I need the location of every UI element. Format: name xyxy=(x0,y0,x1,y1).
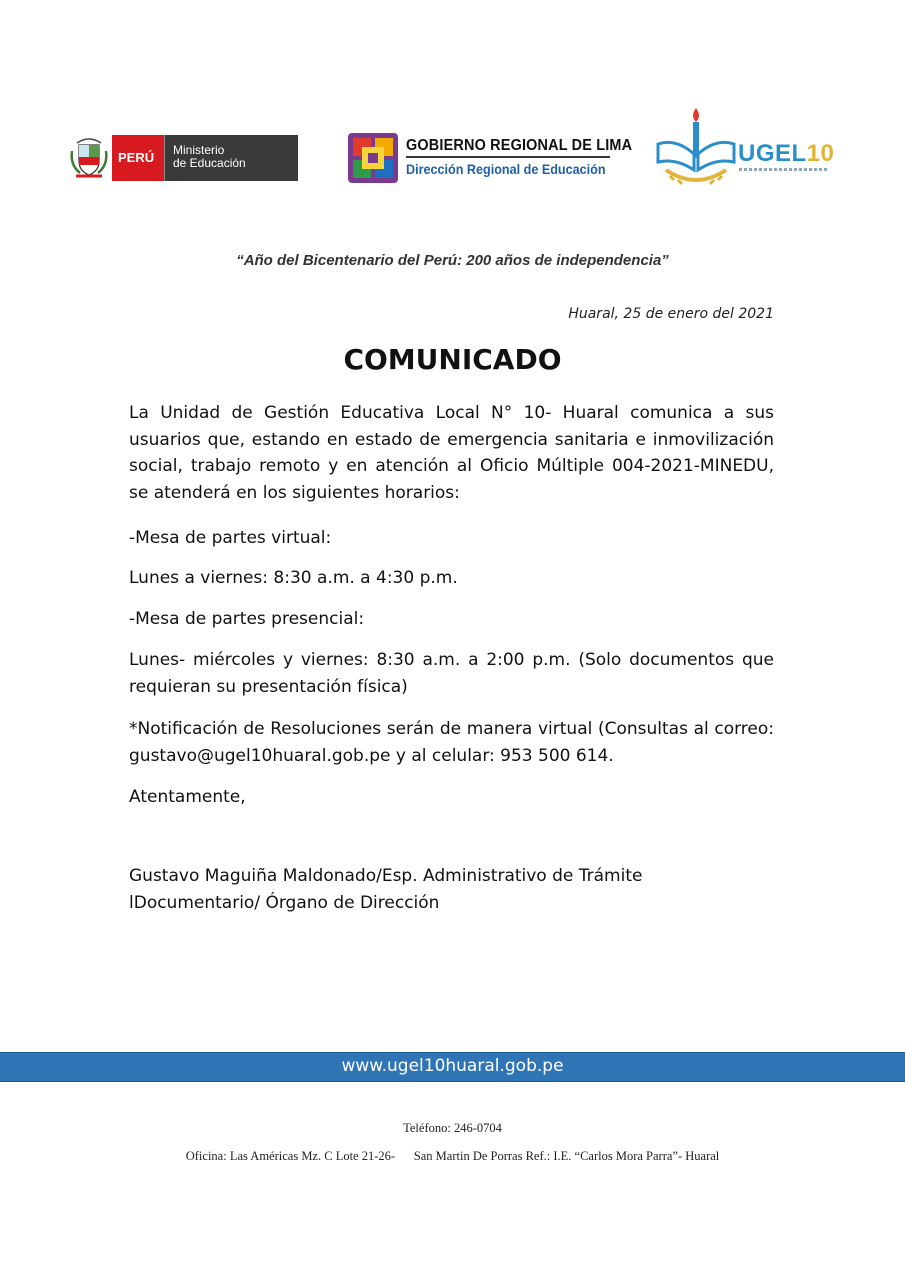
ministry-line-2: de Educación xyxy=(173,156,246,170)
ministry-label xyxy=(164,135,298,181)
document-date: Huaral, 25 de enero del 2021 xyxy=(568,306,774,322)
notification-paragraph: *Notificación de Resoluciones serán de manera virtual (Consultas al correo: gustavo@ugel10huaral.gob.pe y al celular: 953 500 614. xyxy=(129,719,774,766)
direccion-regional-subtitle: Dirección Regional de Educación xyxy=(406,161,606,177)
minedu-logo xyxy=(68,133,298,183)
in-person-office-hours: Lunes- miércoles y viernes: 8:30 a.m. a 2:00 p.m. (Solo documentos que requieran su presentación física) xyxy=(129,650,774,697)
ugel-name: UGEL xyxy=(738,140,807,167)
coat-of-arms-icon xyxy=(68,133,110,181)
virtual-office-label: -Mesa de partes virtual: xyxy=(129,528,332,548)
document-title: COMUNICADO xyxy=(343,343,562,376)
peru-label: PERÚ xyxy=(112,135,164,181)
virtual-office-hours: Lunes a viernes: 8:30 a.m. a 4:30 p.m. xyxy=(129,568,458,588)
year-motto: “Año del Bicentenario del Perú: 200 años de independencia” xyxy=(236,252,669,269)
intro-paragraph: La Unidad de Gestión Educativa Local N° 10- Huaral comunica a sus usuarios que, estando en estado de emergencia sanitaria e inmovilización social, trabajo remoto y en atención al Oficio Múltiple 004-2021-MINEDU, se atenderá en los siguientes horarios: xyxy=(129,403,774,503)
gobierno-regional-logo xyxy=(348,133,633,185)
ugel-number: 10 xyxy=(806,140,835,167)
signature-line-1: Gustavo Maguiña Maldonado/Esp. Administrativo de Trámite xyxy=(129,866,643,886)
in-person-office-label: -Mesa de partes presencial: xyxy=(129,609,365,629)
footer-address: Oficina: Las Américas Mz. C Lote 21-26- San Martin De Porras Ref.: I.E. “Carlos Mora Parra”- Huaral xyxy=(185,1149,720,1163)
ministry-line-1: Ministerio xyxy=(173,143,225,157)
closing-salutation: Atentamente, xyxy=(129,787,246,807)
regional-emblem-icon xyxy=(348,133,398,183)
gobierno-regional-title: GOBIERNO REGIONAL DE LIMA xyxy=(406,137,633,154)
book-torch-icon xyxy=(652,104,744,194)
signature-line-2: lDocumentario/ Órgano de Dirección xyxy=(129,893,440,913)
ugel-wordmark xyxy=(738,140,834,168)
ugel-tagline-line xyxy=(739,168,827,171)
website-link[interactable]: www.ugel10huaral.gob.pe xyxy=(341,1056,564,1076)
footer-phone: Teléfono: 246-0704 xyxy=(403,1121,502,1135)
ugel-logo xyxy=(652,104,835,194)
gobierno-regional-divider xyxy=(406,156,610,158)
